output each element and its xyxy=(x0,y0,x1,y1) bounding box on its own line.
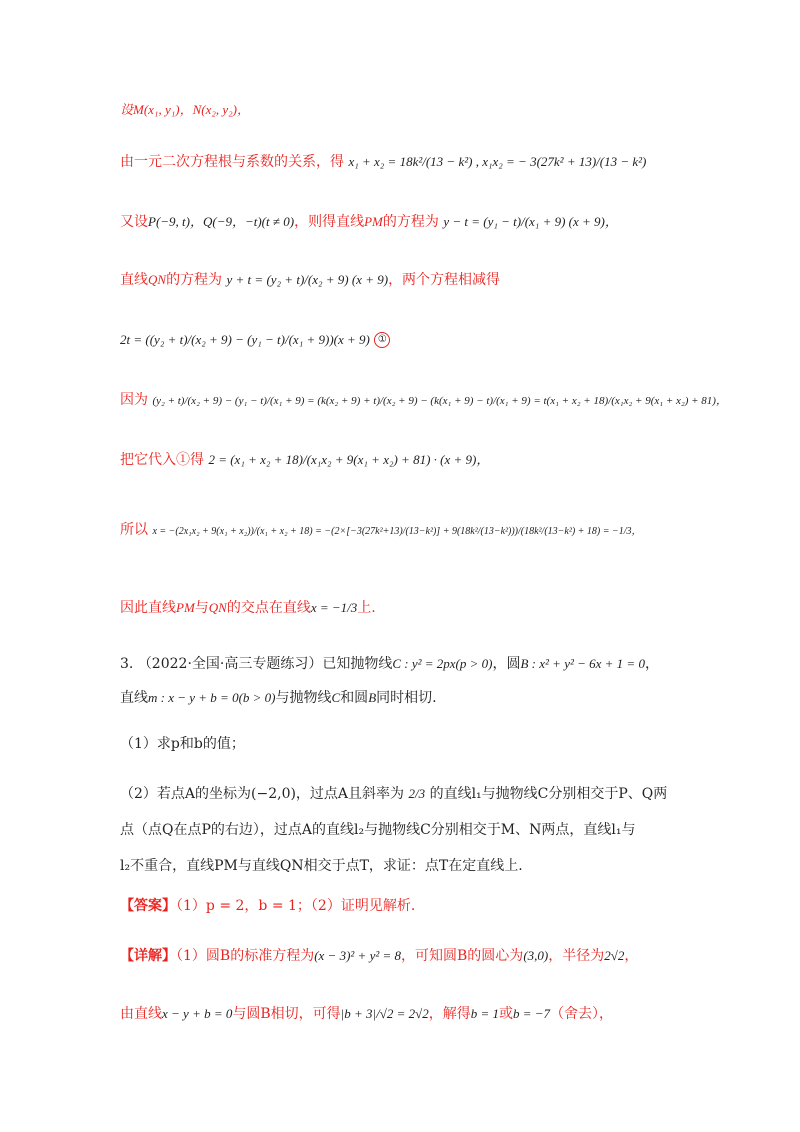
line-subtract: 2t = ((y₂ + t)/(x₂ + 9) − (y₁ − t)/(x₁ + 9))(x + 9) ① xyxy=(120,330,390,350)
line-set-mn: 设M(x₁, y₁)，N(x₂, y₂)， xyxy=(120,102,250,117)
substitute-formula: 2 = (x₁ + x₂ + 18)/(x₁x₂ + 9(x₁ + x₂) + 81) · (x + 9)， xyxy=(208,452,490,467)
problem-number: 3. xyxy=(120,656,134,672)
line-conclusion: 因此直线PM与QN的交点在直线x = −1/3上. xyxy=(120,600,376,616)
because-formula: (y₂ + t)/(x₂ + 9) − (y₁ − t)/(x₁ + 9) = (k(x₂ + 9) + t)/(x₂ + 9) − (k(x₁ + 9) − t)/(x₁ + 9) = t(x₁ + x₂ + 18)/(x₁x₂ + 9(x₁ + x₂) + 81)， xyxy=(152,395,727,407)
line-therefore: 所以 x = −(2x₁x₂ + 9(x₁ + x₂))/(x₁ + x₂ + 18) = −(2×[−3(27k²+13)/(13−k²)] + 9(18k²/(13−k²)))/(18k²/(13−k²) + 18) = −1/3， xyxy=(120,522,642,538)
problem-3-line2: 直线m : x − y + b = 0(b > 0)与抛物线C和圆B同时相切. xyxy=(120,690,437,706)
therefore-formula: x = −(2x₁x₂ + 9(x₁ + x₂))/(x₁ + x₂ + 18) = −(2×[−3(27k²+13)/(13−k²)] + 9(18k²/(13−k²)))/(18k²/(13−k²) + 18) = −1/3， xyxy=(152,526,642,537)
answer-line: 【答案】（1）p = 2，b = 1；（2）证明见解析. xyxy=(120,898,416,914)
detail-label: 【详解】 xyxy=(120,948,176,964)
detail-line-1: 【详解】（1）圆B的标准方程为(x − 3)² + y² = 8，可知圆B的圆心为(3,0)，半径为2√2， xyxy=(120,948,639,964)
question-2-line3: l₂不重合，直线PM与直线QN相交于点T，求证：点T在定直线上. xyxy=(120,858,523,874)
problem-source: （2022·全国·高三专题练习） xyxy=(137,656,323,672)
question-2-line1: （2）若点A的坐标为(−2,0)，过点A且斜率为 2/3 的直线l₁与抛物线C分别相交于P、Q两 xyxy=(120,786,668,802)
line-vieta: 由一元二次方程根与系数的关系，得 x₁ + x₂ = 18k²/(13 − k²) , x₁x₂ = − 3(27k² + 13)/(13 − k²) xyxy=(120,154,647,170)
question-1: （1）求p和b的值； xyxy=(120,736,245,752)
line-substitute: 把它代入①得 2 = (x₁ + x₂ + 18)/(x₁x₂ + 9(x₁ + x₂) + 81) · (x + 9)， xyxy=(120,452,490,468)
line-qn-equation: 直线QN的方程为 y + t = (y₂ + t)/(x₂ + 9) (x + 9)，两个方程相减得 xyxy=(120,272,501,288)
problem-3-stem: 3. （2022·全国·高三专题练习）已知抛物线C : y² = 2px(p > 0)，圆B : x² + y² − 6x + 1 = 0， xyxy=(120,656,659,672)
line-set-pq: 又设P(−9, t)，Q(−9，−t)(t ≠ 0)，则得直线PM的方程为 y − t = (y₁ − t)/(x₁ + 9) (x + 9)， xyxy=(120,214,618,230)
pm-equation: y − t = (y₁ − t)/(x₁ + 9) (x + 9)， xyxy=(443,214,618,229)
circle-one-marker: ① xyxy=(374,332,390,348)
detail-line-2: 由直线x − y + b = 0与圆B相切，可得|b + 3|/√2 = 2√2，解得b = 1或b = −7（舍去）， xyxy=(120,1006,614,1022)
vieta-formula: x₁ + x₂ = 18k²/(13 − k²) , x₁x₂ = − 3(27k² + 13)/(13 − k²) xyxy=(348,154,647,169)
answer-label: 【答案】 xyxy=(120,898,176,914)
qn-equation: y + t = (y₂ + t)/(x₂ + 9) (x + 9) xyxy=(226,272,389,287)
question-2-line2: 点（点Q在点P的右边），过点A的直线l₂与抛物线C分别相交于M、N两点，直线l₁与 xyxy=(120,822,636,838)
line-because: 因为 (y₂ + t)/(x₂ + 9) − (y₁ − t)/(x₁ + 9) = (k(x₂ + 9) + t)/(x₂ + 9) − (k(x₁ + 9) − t)/(x₁ + 9) = t(x₁ + x₂ + 18)/(x₁x₂ + 9(x₁ + x₂) + 81)， xyxy=(120,392,727,408)
